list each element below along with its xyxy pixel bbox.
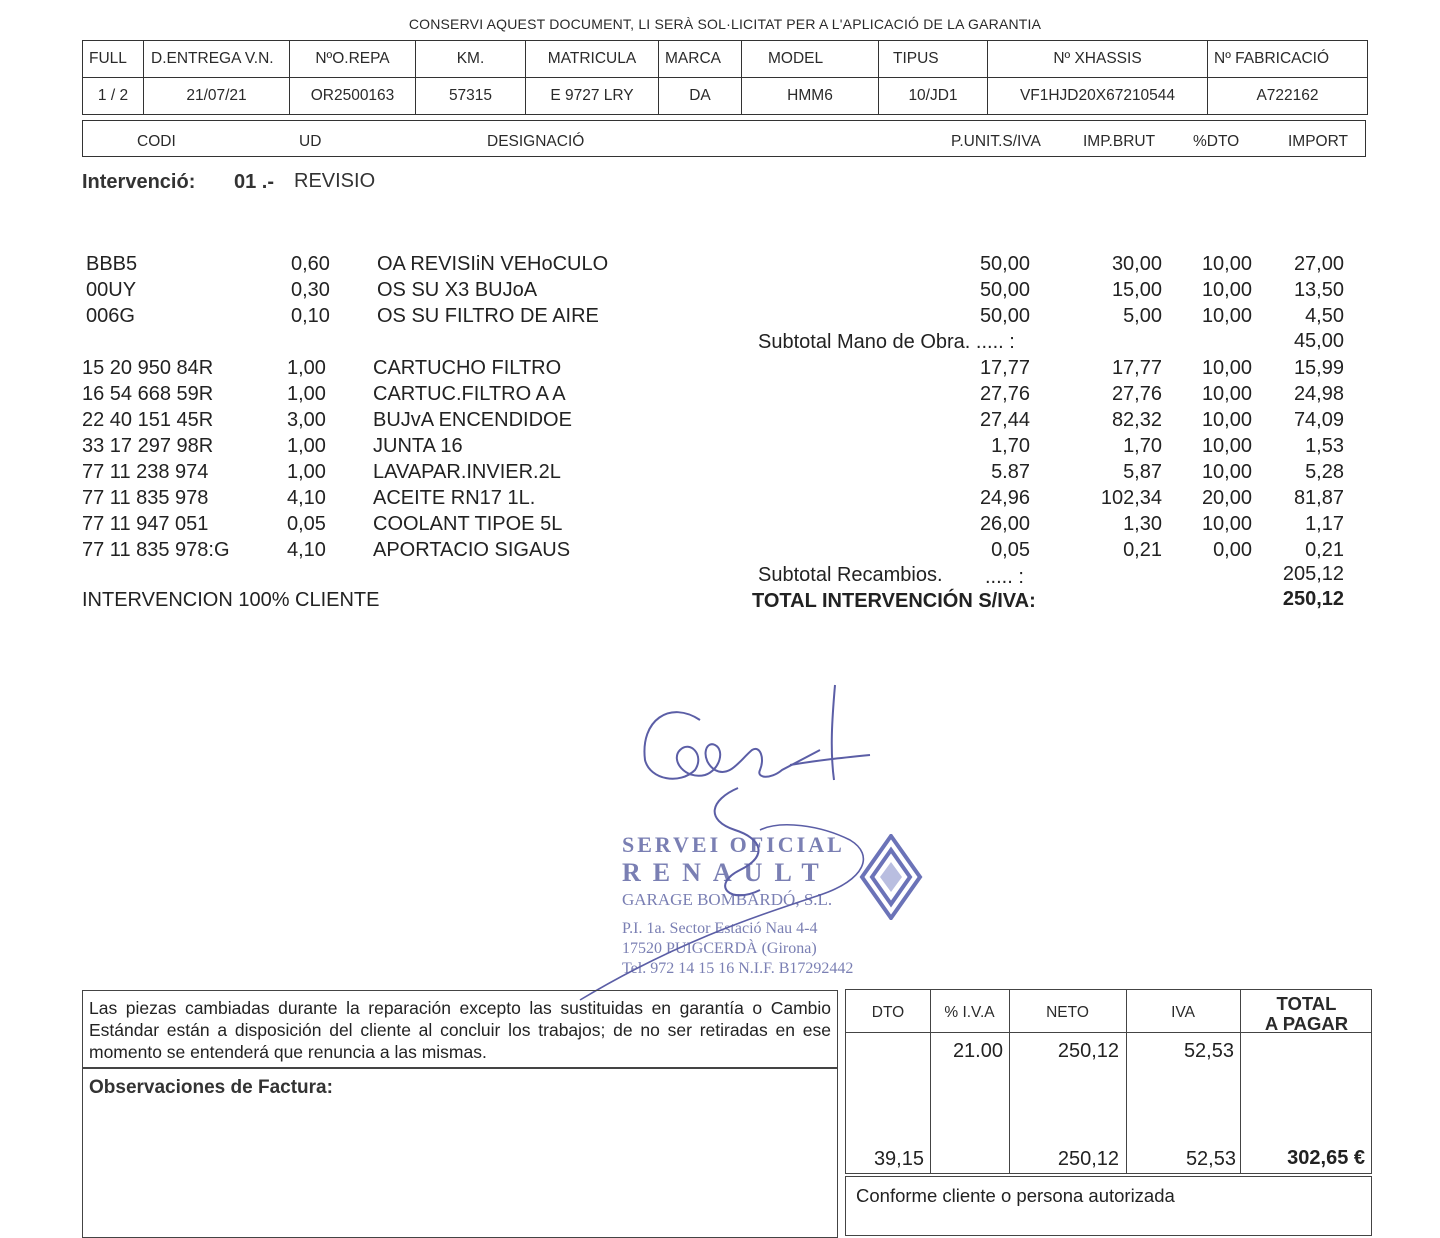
value-km: 57315	[416, 78, 526, 115]
line-unit-price: 50,00	[979, 253, 1030, 275]
subtotal-labour-value: 45,00	[1293, 330, 1344, 352]
line-item-row	[86, 305, 1344, 331]
line-units: 4,10	[287, 487, 326, 509]
line-code: 22 40 151 45R	[82, 409, 214, 431]
line-discount: 10,00	[1201, 383, 1252, 405]
value-full: 1 / 2	[83, 78, 144, 115]
intervention-name: REVISIO	[294, 170, 376, 192]
line-item-row	[82, 539, 1344, 565]
line-item-row	[82, 487, 1344, 513]
signature-icon	[520, 680, 900, 1010]
label-full: FULL	[83, 41, 144, 78]
intervention-label: Intervenció:	[82, 171, 196, 193]
line-description: ACEITE RN17 1L.	[373, 487, 536, 509]
line-discount: 0,00	[1213, 539, 1252, 561]
label-delivery-date: D.ENTREGA V.N.	[144, 41, 290, 78]
line-discount: 10,00	[1201, 305, 1252, 327]
col-impbrut: IMP.BRUT	[1083, 133, 1156, 150]
line-gross: 15,00	[1111, 279, 1162, 301]
totals-dto: 39,15	[873, 1148, 924, 1170]
line-code: 006G	[86, 305, 135, 327]
intervention-number: 01 .-	[234, 171, 275, 193]
line-item-row	[86, 279, 1344, 305]
line-discount: 10,00	[1201, 435, 1252, 457]
line-gross: 82,32	[1111, 409, 1162, 431]
stamp-line-2: RENAULT	[622, 858, 831, 887]
line-description: OS SU X3 BUJoA	[377, 279, 538, 301]
stamp-line-5: 17520 PUIGCERDÀ (Girona)	[622, 940, 817, 957]
header-labels-row	[83, 41, 1368, 78]
subtotal-parts-dots: ..... :	[985, 566, 1024, 588]
line-amount: 5,28	[1305, 461, 1344, 483]
line-unit-price: 27,44	[979, 409, 1030, 431]
value-type: 10/JD1	[879, 78, 988, 115]
line-code: 15 20 950 84R	[82, 357, 214, 379]
line-discount: 10,00	[1201, 279, 1252, 301]
label-type: TIPUS	[879, 41, 988, 78]
line-description: LAVAPAR.INVIER.2L	[373, 461, 561, 483]
label-chassis: Nº XHASSIS	[988, 41, 1208, 78]
client-note: INTERVENCION 100% CLIENTE	[82, 589, 380, 611]
totals-header-total-line1: TOTAL	[1276, 993, 1337, 1014]
line-discount: 10,00	[1201, 513, 1252, 535]
line-gross: 0,21	[1123, 539, 1162, 561]
line-gross: 1,30	[1123, 513, 1162, 535]
line-gross: 27,76	[1111, 383, 1162, 405]
line-units: 0,10	[291, 305, 330, 327]
totals-neto-1: 250,12	[1057, 1040, 1119, 1062]
line-gross: 102,34	[1100, 487, 1162, 509]
line-item-row	[82, 513, 1344, 539]
line-units: 3,00	[287, 409, 326, 431]
line-units: 0,60	[291, 253, 330, 275]
line-gross: 17,77	[1111, 357, 1162, 379]
line-unit-price: 0,05	[991, 539, 1030, 561]
line-discount: 10,00	[1201, 253, 1252, 275]
line-units: 1,00	[287, 461, 326, 483]
header-values-row	[83, 78, 1368, 115]
value-brand: DA	[659, 78, 742, 115]
subtotal-parts-value: 205,12	[1282, 563, 1344, 585]
line-amount: 1,17	[1305, 513, 1344, 535]
totals-header-iva-pct: % I.V.A	[944, 1004, 995, 1021]
line-amount: 27,00	[1293, 253, 1344, 275]
line-code: 77 11 238 974	[82, 461, 209, 483]
line-amount: 0,21	[1305, 539, 1344, 561]
stamp-line-3: GARAGE BOMBARDÓ, S.L.	[622, 890, 833, 909]
label-model: MODEL	[742, 41, 879, 78]
line-description: APORTACIO SIGAUS	[373, 539, 571, 561]
line-units: 4,10	[287, 539, 326, 561]
totals-amount-due: 302,65 €	[1287, 1147, 1365, 1169]
line-code: 77 11 835 978	[82, 487, 209, 509]
subtotal-parts-label: Subtotal Recambios.	[758, 564, 943, 586]
value-repair-order: OR2500163	[290, 78, 416, 115]
line-discount: 20,00	[1201, 487, 1252, 509]
line-item-row	[86, 253, 1344, 279]
line-unit-price: 50,00	[979, 305, 1030, 327]
line-item-row	[82, 409, 1344, 435]
line-unit-price: 50,00	[979, 279, 1030, 301]
line-units: 1,00	[287, 435, 326, 457]
line-item-row	[82, 435, 1344, 461]
line-item-row	[82, 461, 1344, 487]
line-code: 16 54 668 59R	[82, 383, 214, 405]
line-description: JUNTA 16	[373, 435, 463, 457]
col-punit: P.UNIT.S/IVA	[951, 133, 1041, 150]
line-description: OA REVISIiN VEHoCULO	[377, 253, 609, 275]
line-amount: 74,09	[1293, 409, 1344, 431]
value-chassis: VF1HJD20X67210544	[988, 78, 1208, 115]
value-model: HMM6	[742, 78, 879, 115]
line-unit-price: 27,76	[979, 383, 1030, 405]
vehicle-header-table	[82, 40, 1368, 115]
totals-iva-pct: 21.00	[952, 1040, 1003, 1062]
line-discount: 10,00	[1201, 357, 1252, 379]
line-unit-price: 24,96	[979, 487, 1030, 509]
line-discount: 10,00	[1201, 409, 1252, 431]
label-manufacture: Nº FABRICACIÓ	[1208, 41, 1368, 78]
line-amount: 24,98	[1293, 383, 1344, 405]
stamp-line-6: Tel. 972 14 15 16 N.I.F. B17292442	[622, 960, 854, 977]
line-units: 1,00	[287, 383, 326, 405]
subtotal-labour-label: Subtotal Mano de Obra. ..... :	[758, 331, 1015, 353]
col-codi: CODI	[137, 133, 176, 150]
line-gross: 5,00	[1123, 305, 1162, 327]
total-intervention-label: TOTAL INTERVENCIÓN S/IVA:	[752, 590, 1036, 612]
line-description: CARTUCHO FILTRO	[373, 357, 562, 379]
totals-iva-1: 52,53	[1183, 1040, 1234, 1062]
line-code: 77 11 835 978:G	[82, 539, 230, 561]
col-import: IMPORT	[1288, 133, 1348, 150]
line-gross: 30,00	[1111, 253, 1162, 275]
line-description: OS SU FILTRO DE AIRE	[377, 305, 599, 327]
value-delivery-date: 21/07/21	[144, 78, 290, 115]
conformity-label: Conforme cliente o persona autorizada	[856, 1185, 1175, 1206]
observations-label: Observaciones de Factura:	[89, 1077, 333, 1098]
label-km: KM.	[416, 41, 526, 78]
customer-conformity-box	[845, 1176, 1372, 1236]
totals-header-iva: IVA	[1171, 1004, 1195, 1021]
totals-header-neto: NETO	[1046, 1004, 1089, 1021]
line-amount: 13,50	[1293, 279, 1344, 301]
line-items-column-header	[82, 120, 1366, 157]
label-plate: MATRICULA	[526, 41, 659, 78]
observations-box	[82, 1068, 838, 1238]
totals-header-dto: DTO	[871, 1004, 905, 1021]
line-item-row	[82, 383, 1344, 409]
line-code: 33 17 297 98R	[82, 435, 214, 457]
totals-neto-2: 250,12	[1057, 1148, 1119, 1170]
col-dto: %DTO	[1193, 133, 1240, 150]
col-designacio: DESIGNACIÓ	[487, 133, 585, 150]
line-amount: 4,50	[1305, 305, 1344, 327]
value-plate: E 9727 LRY	[526, 78, 659, 115]
total-intervention-value: 250,12	[1282, 588, 1344, 610]
line-unit-price: 1,70	[991, 435, 1030, 457]
line-description: CARTUC.FILTRO A A	[373, 383, 566, 405]
line-amount: 1,53	[1305, 435, 1344, 457]
line-amount: 15,99	[1293, 357, 1344, 379]
line-discount: 10,00	[1201, 461, 1252, 483]
line-units: 0,30	[291, 279, 330, 301]
line-code: BBB5	[86, 253, 138, 275]
value-manufacture: A722162	[1208, 78, 1368, 115]
legal-notice: Las piezas cambiadas durante la reparación excepto las sustituidas en garantía o Cambio Estándar están a disposición del cliente al concluir los trabajos; de no ser retiradas en ese momento se entenderá que renuncia a las mismas.	[82, 990, 838, 1068]
line-unit-price: 26,00	[979, 513, 1030, 535]
stamp-line-4: P.I. 1a. Sector Estació Nau 4-4	[622, 920, 818, 937]
col-ud: UD	[299, 133, 322, 150]
line-code: 77 11 947 051	[82, 513, 209, 535]
line-units: 1,00	[287, 357, 326, 379]
line-unit-price: 5.87	[991, 461, 1030, 483]
label-brand: MARCA	[659, 41, 742, 78]
line-units: 0,05	[287, 513, 326, 535]
line-unit-price: 17,77	[979, 357, 1030, 379]
totals-header-total-line2: A PAGAR	[1264, 1013, 1349, 1034]
totals-box	[845, 989, 1372, 1174]
totals-header-total	[1240, 994, 1373, 1034]
line-gross: 5,87	[1123, 461, 1162, 483]
totals-iva-2: 52,53	[1185, 1148, 1236, 1170]
label-repair-order: NºO.REPA	[290, 41, 416, 78]
line-description: BUJvA ENCENDIDOE	[373, 409, 572, 431]
stamp-line-1: SERVEI OFICIAL	[622, 832, 845, 857]
line-description: COOLANT TIPOE 5L	[373, 513, 563, 535]
line-amount: 81,87	[1293, 487, 1344, 509]
line-item-row	[82, 357, 1344, 383]
warranty-notice: CONSERVI AQUEST DOCUMENT, LI SERÀ SOL·LICITAT PER A L'APLICACIÓ DE LA GARANTIA	[408, 16, 1042, 32]
line-gross: 1,70	[1123, 435, 1162, 457]
line-code: 00UY	[86, 279, 137, 301]
